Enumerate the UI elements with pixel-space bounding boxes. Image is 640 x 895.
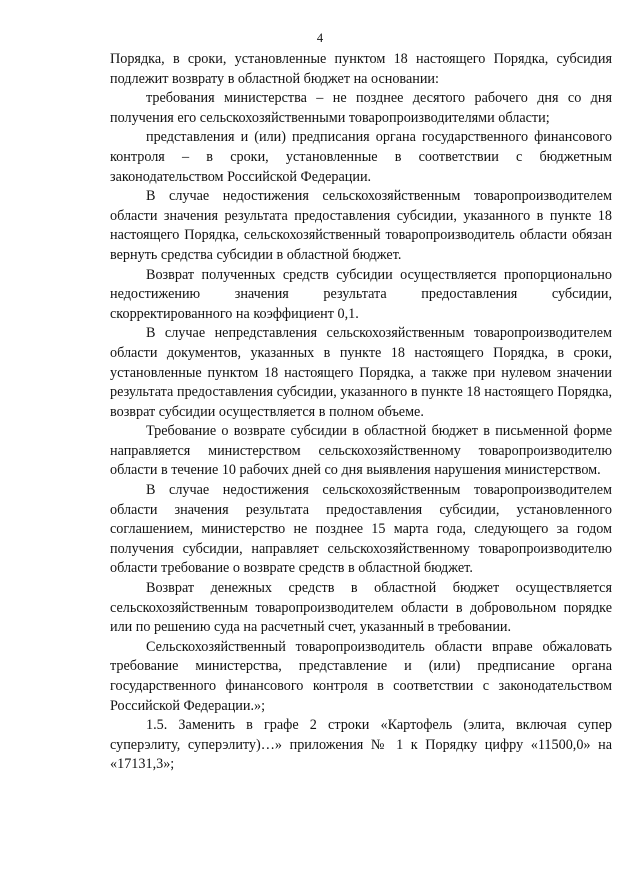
page-number: 4 [316,31,324,45]
paragraph-march-deadline: В случае недостижения сельскохозяйственным товаропроизводителем области значения результата предоставления субсидии, установленного соглашением, министерство не позднее 15 марта года, следующего за годом получения субсидии, направляет сельскохозяйственному товаропроизводителю области требование о возврате средств в областной бюджет. [110,482,612,577]
paragraph-refund-method: Возврат денежных средств в областной бюджет осуществляется сельскохозяйственным товаропроизводителем области в добровольном порядке или по решению суда на расчетный счет, указанный в требовании. [110,580,612,636]
document-body [110,50,612,775]
paragraph-financial-control: представления и (или) предписания органа государственного финансового контроля – в сроки, установленные в соответствии с бюджетным законодательством Российской Федерации. [110,129,612,185]
paragraph-amendment-1-5: 1.5. Заменить в графе 2 строки «Картофель (элита, включая супер суперэлиту, суперэлиту)…» приложения № 1 к Порядку цифру «11500,0» на «17131,3»; [110,717,612,773]
paragraph-documents-not-submitted: В случае непредставления сельскохозяйственным товаропроизводителем области документов, указанных в пункте 18 настоящего Порядка, в сроки, установленные пунктом 18 настоящего Порядка, а также при нулевом значении результата предоставления субсидии, указанного в пункте 18 настоящего Порядка, возврат субсидии осуществляется в полном объеме. [110,325,612,420]
paragraph-ministry-requirement: требования министерства – не позднее десятого рабочего дня со дня получения его сельскохозяйственными товаропроизводителями области; [110,90,612,126]
paragraph-appeal-right: Сельскохозяйственный товаропроизводитель области вправе обжаловать требование министерства, представление и (или) предписание органа государственного финансового контроля в соответствии с законодательством Российской Федерации.»; [110,638,612,714]
paragraph-refund-basis: Порядка, в сроки, установленные пунктом 18 настоящего Порядка, субсидия подлежит возврату в областной бюджет на основании: [110,51,612,87]
paragraph-proportional-refund: Возврат полученных средств субсидии осуществляется пропорционально недостижению значения результата предоставления субсидии, скорректированного на коэффициент 0,1. [110,266,612,322]
paragraph-result-not-achieved: В случае недостижения сельскохозяйственным товаропроизводителем области значения результата предоставления субсидии, указанного в пункте 18 настоящего Порядка, сельскохозяйственный товаропроизводитель области обязан вернуть средства субсидии в областной бюджет. [110,188,612,263]
paragraph-written-requirement: Требование о возврате субсидии в областной бюджет в письменной форме направляется министерством сельскохозяйственному товаропроизводителю области в течение 10 рабочих дней со дня выявления нарушения министерством. [110,423,612,479]
